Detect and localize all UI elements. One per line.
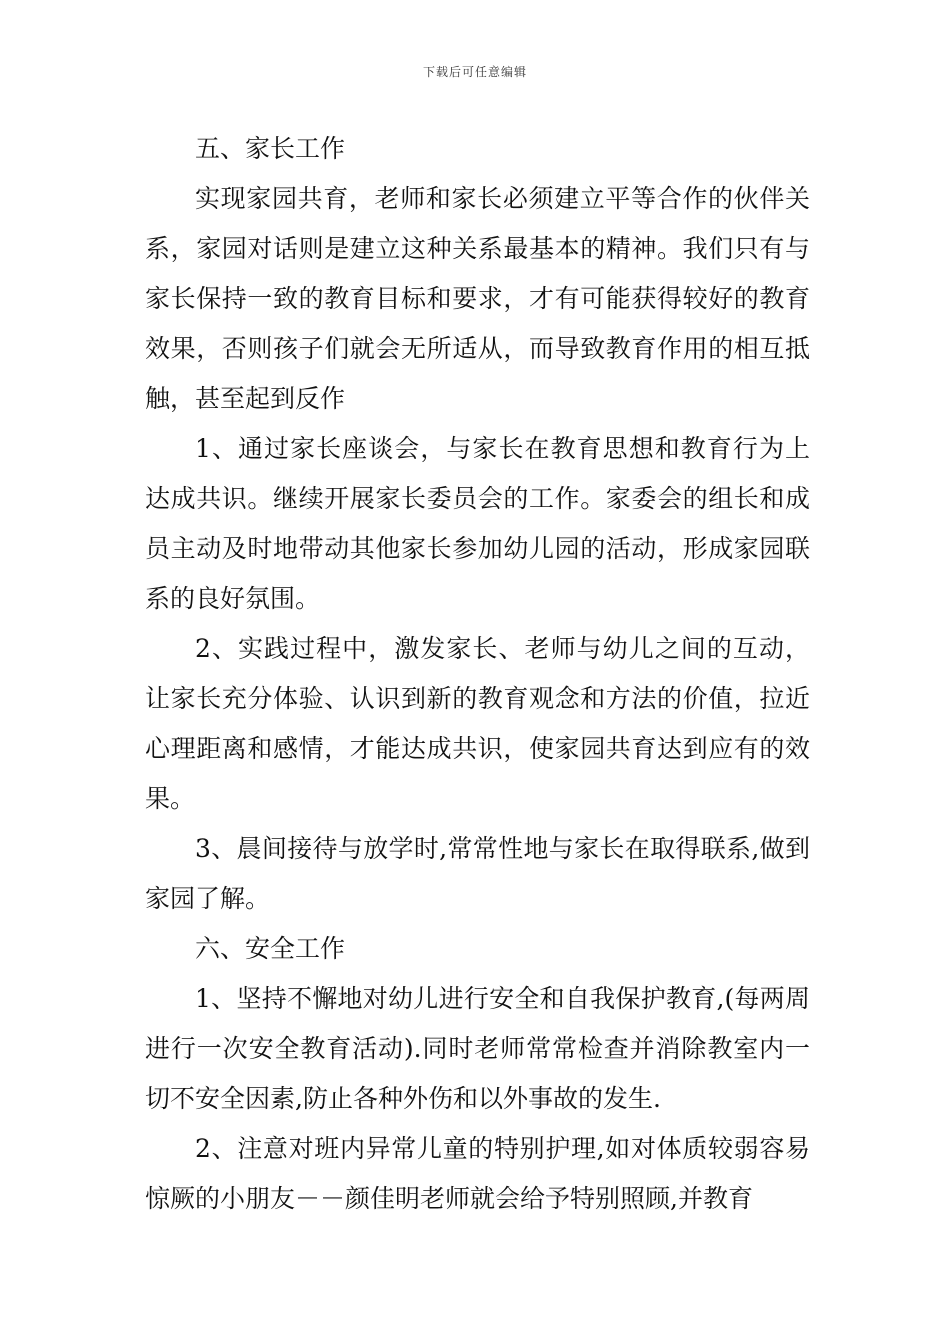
paragraph-parent-work-item-1: 1、通过家长座谈会，与家长在教育思想和教育行为上达成共识。继续开展家长委员会的工作。家委会的组长和成员主动及时地带动其他家长参加幼儿园的活动，形成家园联系的良好氛围。	[145, 434, 810, 613]
section-heading-safety-work: 六、安全工作	[195, 934, 346, 963]
paragraph-parent-work-item-2: 2、实践过程中，激发家长、老师与幼儿之间的互动，让家长充分体验、认识到新的教育观念和方法的价值，拉近心理距离和感情，才能达成共识，使家园共育达到应有的效果。	[145, 634, 810, 813]
document-body	[145, 124, 810, 1224]
paragraph-parent-work-intro: 实现家园共育，老师和家长必须建立平等合作的伙伴关系，家园对话则是建立这种关系最基本的精神。我们只有与家长保持一致的教育目标和要求，才有可能获得较好的教育效果，否则孩子们就会无所适从，而导致教育作用的相互抵触，甚至起到反作	[145, 184, 810, 413]
section-heading-parent-work: 五、家长工作	[195, 134, 346, 163]
paragraph-safety-item-1: 1、坚持不懈地对幼儿进行安全和自我保护教育,(每两周进行一次安全教育活动).同时老师常常检查并消除教室内一切不安全因素,防止各种外伤和以外事故的发生.	[145, 984, 810, 1113]
paragraph-safety-item-2: 2、注意对班内异常儿童的特别护理,如对体质较弱容易惊厥的小朋友－－颜佳明老师就会给予特别照顾,并教育	[145, 1134, 810, 1213]
paragraph-parent-work-item-3: 3、晨间接待与放学时,常常性地与家长在取得联系,做到家园了解。	[145, 834, 810, 913]
header-note: 下载后可任意编辑	[422, 65, 527, 79]
